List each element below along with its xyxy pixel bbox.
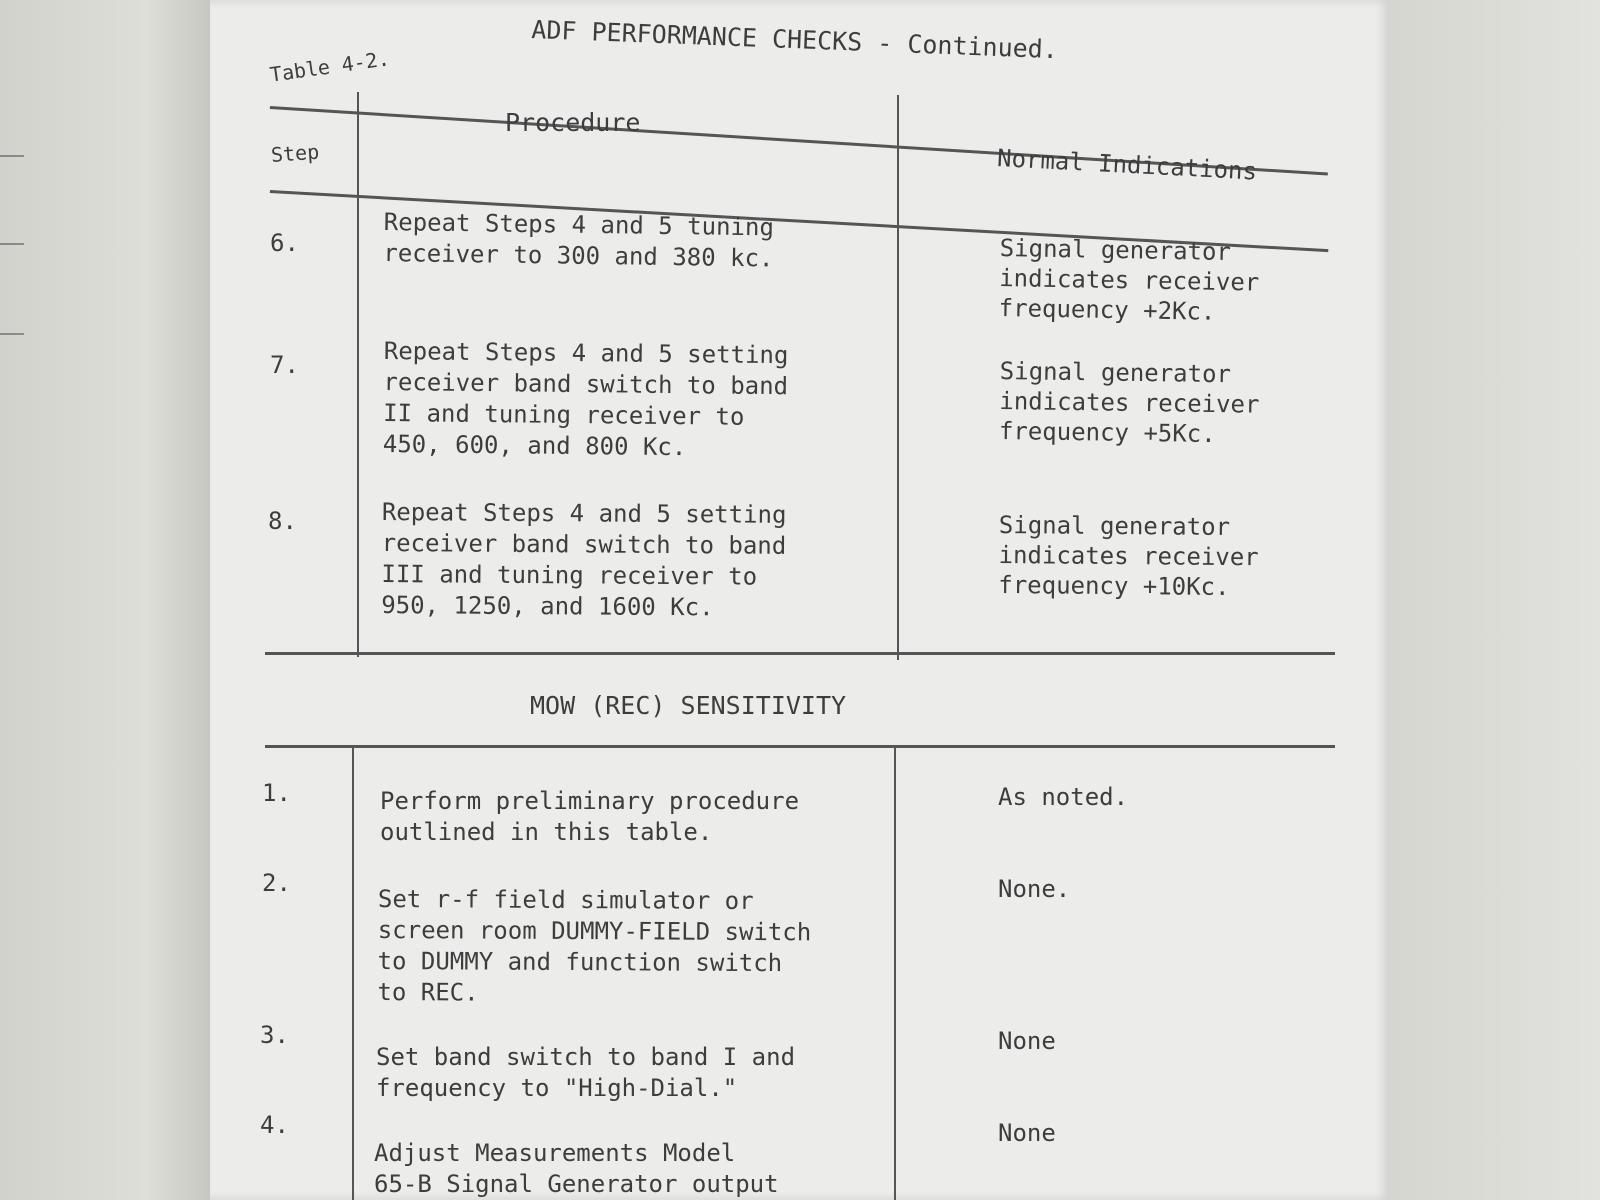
column-divider xyxy=(357,92,359,657)
header-procedure: Procedure xyxy=(505,108,641,137)
margin-mark xyxy=(0,243,24,245)
normal-indication: Signal generator indicates receiver frequency +5Kc. xyxy=(998,356,1260,449)
header-normal-indications: Normal Indications xyxy=(996,143,1258,186)
normal-indication: None. xyxy=(998,875,1071,903)
procedure-text: Set band switch to band I and frequency to "High-Dial." xyxy=(376,1043,796,1102)
step-number: 8. xyxy=(268,507,297,535)
section-bottom-rule xyxy=(265,745,1335,748)
step-number: 4. xyxy=(260,1111,289,1139)
normal-indication: Signal generator indicates receiver frequency +2Kc. xyxy=(998,233,1260,326)
section-top-rule xyxy=(265,652,1335,655)
margin-mark xyxy=(0,333,24,335)
procedure-text: Adjust Measurements Model 65-B Signal Generator output xyxy=(374,1139,779,1198)
step-number: 3. xyxy=(260,1021,289,1049)
column-divider xyxy=(894,746,896,1200)
page-title: ADF PERFORMANCE CHECKS - Continued. xyxy=(530,14,1059,65)
table-label: Table 4-2. xyxy=(268,46,392,87)
procedure-text: Perform preliminary procedure outlined in this table. xyxy=(380,787,800,846)
left-facing-page xyxy=(0,0,210,1200)
normal-indication: None xyxy=(998,1027,1056,1055)
normal-indication: None xyxy=(998,1119,1056,1147)
procedure-text: Repeat Steps 4 and 5 setting receiver band switch to band III and tuning receiver to 950, 1250, and 1600 Kc. xyxy=(381,497,787,622)
step-number: 2. xyxy=(262,869,291,897)
normal-indication: As noted. xyxy=(998,783,1129,811)
step-number: 6. xyxy=(270,229,299,257)
column-divider xyxy=(352,746,354,1200)
page-edge xyxy=(1390,0,1600,1200)
section-title: MOW (REC) SENSITIVITY xyxy=(530,691,847,720)
header-step: Step xyxy=(270,139,320,167)
column-divider xyxy=(897,95,899,660)
margin-mark xyxy=(0,155,24,157)
procedure-text: Repeat Steps 4 and 5 tuning receiver to 300 and 380 kc. xyxy=(383,207,775,273)
step-number: 1. xyxy=(262,779,291,807)
procedure-text: Set r-f field simulator or screen room DUMMY-FIELD switch to DUMMY and function switch to REC. xyxy=(377,885,812,1007)
normal-indication: Signal generator indicates receiver frequency +10Kc. xyxy=(998,510,1259,602)
procedure-text: Repeat Steps 4 and 5 setting receiver band switch to band II and tuning receiver to 450, 600, and 800 Kc. xyxy=(382,336,789,462)
step-number: 7. xyxy=(270,351,299,379)
